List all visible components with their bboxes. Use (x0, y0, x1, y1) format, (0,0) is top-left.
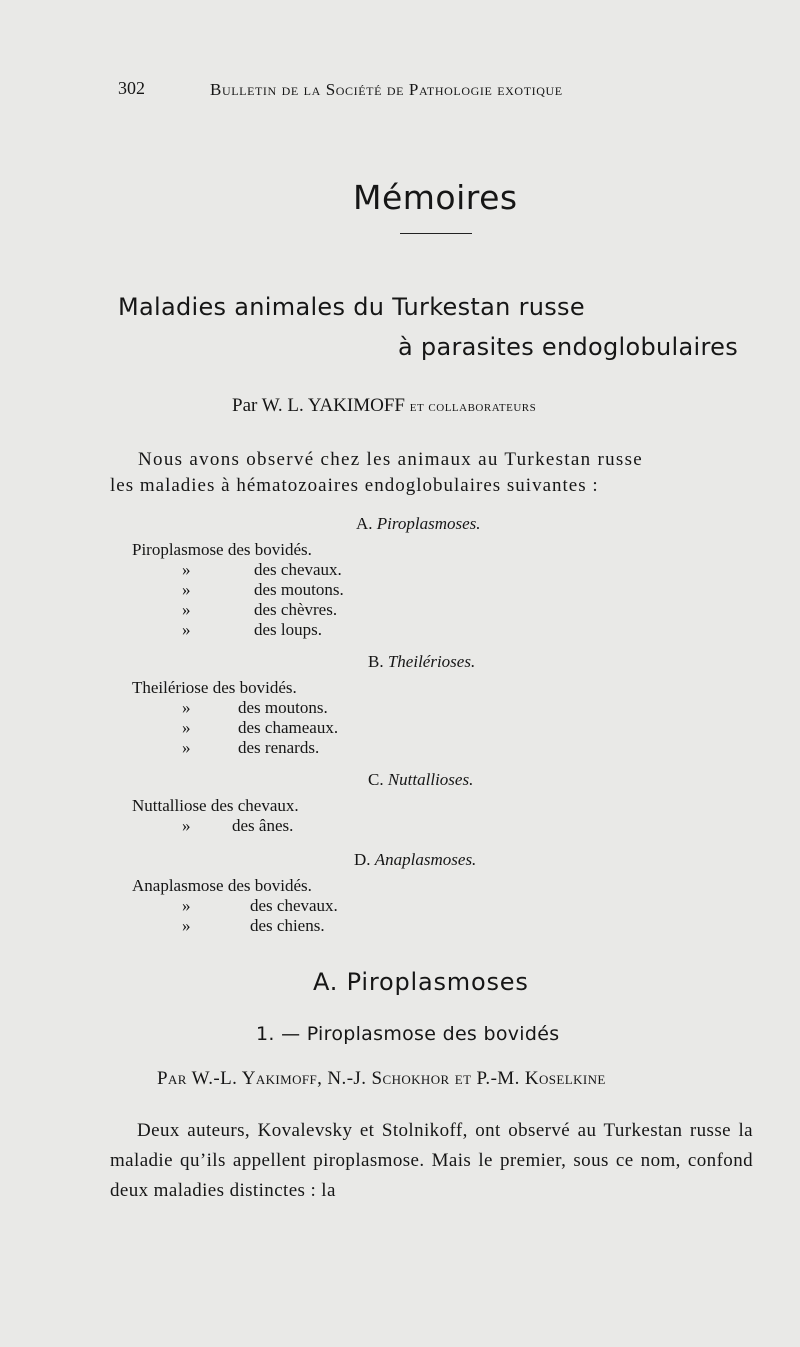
list-item-text: Theilériose des bovidés. (132, 678, 297, 697)
ditto-mark: » (182, 600, 191, 619)
group-d-heading (354, 850, 476, 870)
ditto-mark: » (182, 816, 191, 835)
list-item (132, 698, 328, 718)
list-item-text: des chevaux. (250, 896, 338, 915)
running-title: Bulletin de la Société de Pathologie exotique (210, 80, 563, 99)
list-item-text: des chevaux. (254, 560, 342, 579)
group-d-title: Anaplasmoses. (374, 850, 477, 869)
list-item (132, 916, 325, 936)
group-a-heading (356, 514, 481, 534)
list-item-text: des renards. (238, 738, 320, 757)
byline-suffix: et collaborateurs (409, 399, 537, 415)
list-item-text: des moutons. (254, 580, 344, 599)
group-a-title: Piroplasmoses. (376, 514, 481, 533)
group-c-title: Nuttallioses. (387, 770, 474, 789)
body-paragraph-text: Deux auteurs, Kovalevsky et Stolnikoff, ont observé au Turkestan russe la maladie qu’ils appellent piroplasmose. Mais le premier, sous ce nom, confond deux maladies distinctes : la (110, 1120, 753, 1201)
article-title-line2: à parasites endoglobulaires (398, 333, 739, 361)
section-title: Mémoires (353, 178, 518, 217)
list-item (132, 540, 312, 560)
list-item (132, 560, 342, 580)
group-d-list (132, 876, 338, 936)
group-d-letter: D. (354, 850, 371, 869)
list-item (132, 876, 312, 896)
ditto-mark: » (182, 916, 191, 935)
page-number: 302 (118, 78, 145, 98)
ditto-mark: » (182, 698, 191, 717)
group-c-letter: C. (368, 770, 384, 789)
group-c-list (132, 796, 299, 836)
byline-prefix: Par W. L. YAKIMOFF (232, 395, 405, 416)
list-item (132, 600, 338, 620)
article-byline (232, 395, 536, 417)
list-item (132, 718, 339, 738)
group-b-heading (368, 652, 475, 672)
ditto-mark: » (182, 738, 191, 757)
list-item (132, 620, 322, 640)
list-item-text: des chèvres. (254, 600, 338, 619)
list-item (132, 580, 344, 600)
list-item-text: Anaplasmose des bovidés. (132, 876, 312, 895)
list-item-text: des chiens. (250, 916, 325, 935)
list-item-text: des chameaux. (238, 718, 339, 737)
ditto-mark: » (182, 896, 191, 915)
body-paragraph (110, 1116, 753, 1206)
subsection-title: A. Piroplasmoses (313, 968, 529, 996)
list-item-text: Piroplasmose des bovidés. (132, 540, 312, 559)
group-b-title: Theilérioses. (387, 652, 476, 671)
group-a-letter: A. (356, 514, 373, 533)
list-item (132, 738, 320, 758)
ditto-mark: » (182, 620, 191, 639)
list-item-text: des ânes. (232, 816, 294, 835)
list-item (132, 796, 299, 816)
ditto-mark: » (182, 580, 191, 599)
list-item-text: des moutons. (238, 698, 328, 717)
title-rule (400, 233, 472, 234)
ditto-mark: » (182, 560, 191, 579)
ditto-mark: » (182, 718, 191, 737)
group-b-list (132, 678, 339, 758)
list-item-text: des loups. (254, 620, 322, 639)
intro-line-2: les maladies à hématozoaires endoglobulaires suivantes : (110, 475, 599, 496)
group-a-list (132, 540, 344, 640)
subsection-subtitle: 1. — Piroplasmose des bovidés (256, 1023, 560, 1045)
group-b-letter: B. (368, 652, 384, 671)
list-item-text: Nuttalliose des chevaux. (132, 796, 299, 815)
subsection-authors: Par W.-L. Yakimoff, N.-J. Schokhor et P.-M. Koselkine (157, 1068, 606, 1089)
article-title-line1: Maladies animales du Turkestan russe (118, 293, 585, 321)
group-c-heading (368, 770, 473, 790)
intro-line-1: Nous avons observé chez les animaux au Turkestan russe (138, 449, 644, 470)
list-item (132, 896, 338, 916)
list-item (132, 678, 297, 698)
list-item (132, 816, 299, 836)
